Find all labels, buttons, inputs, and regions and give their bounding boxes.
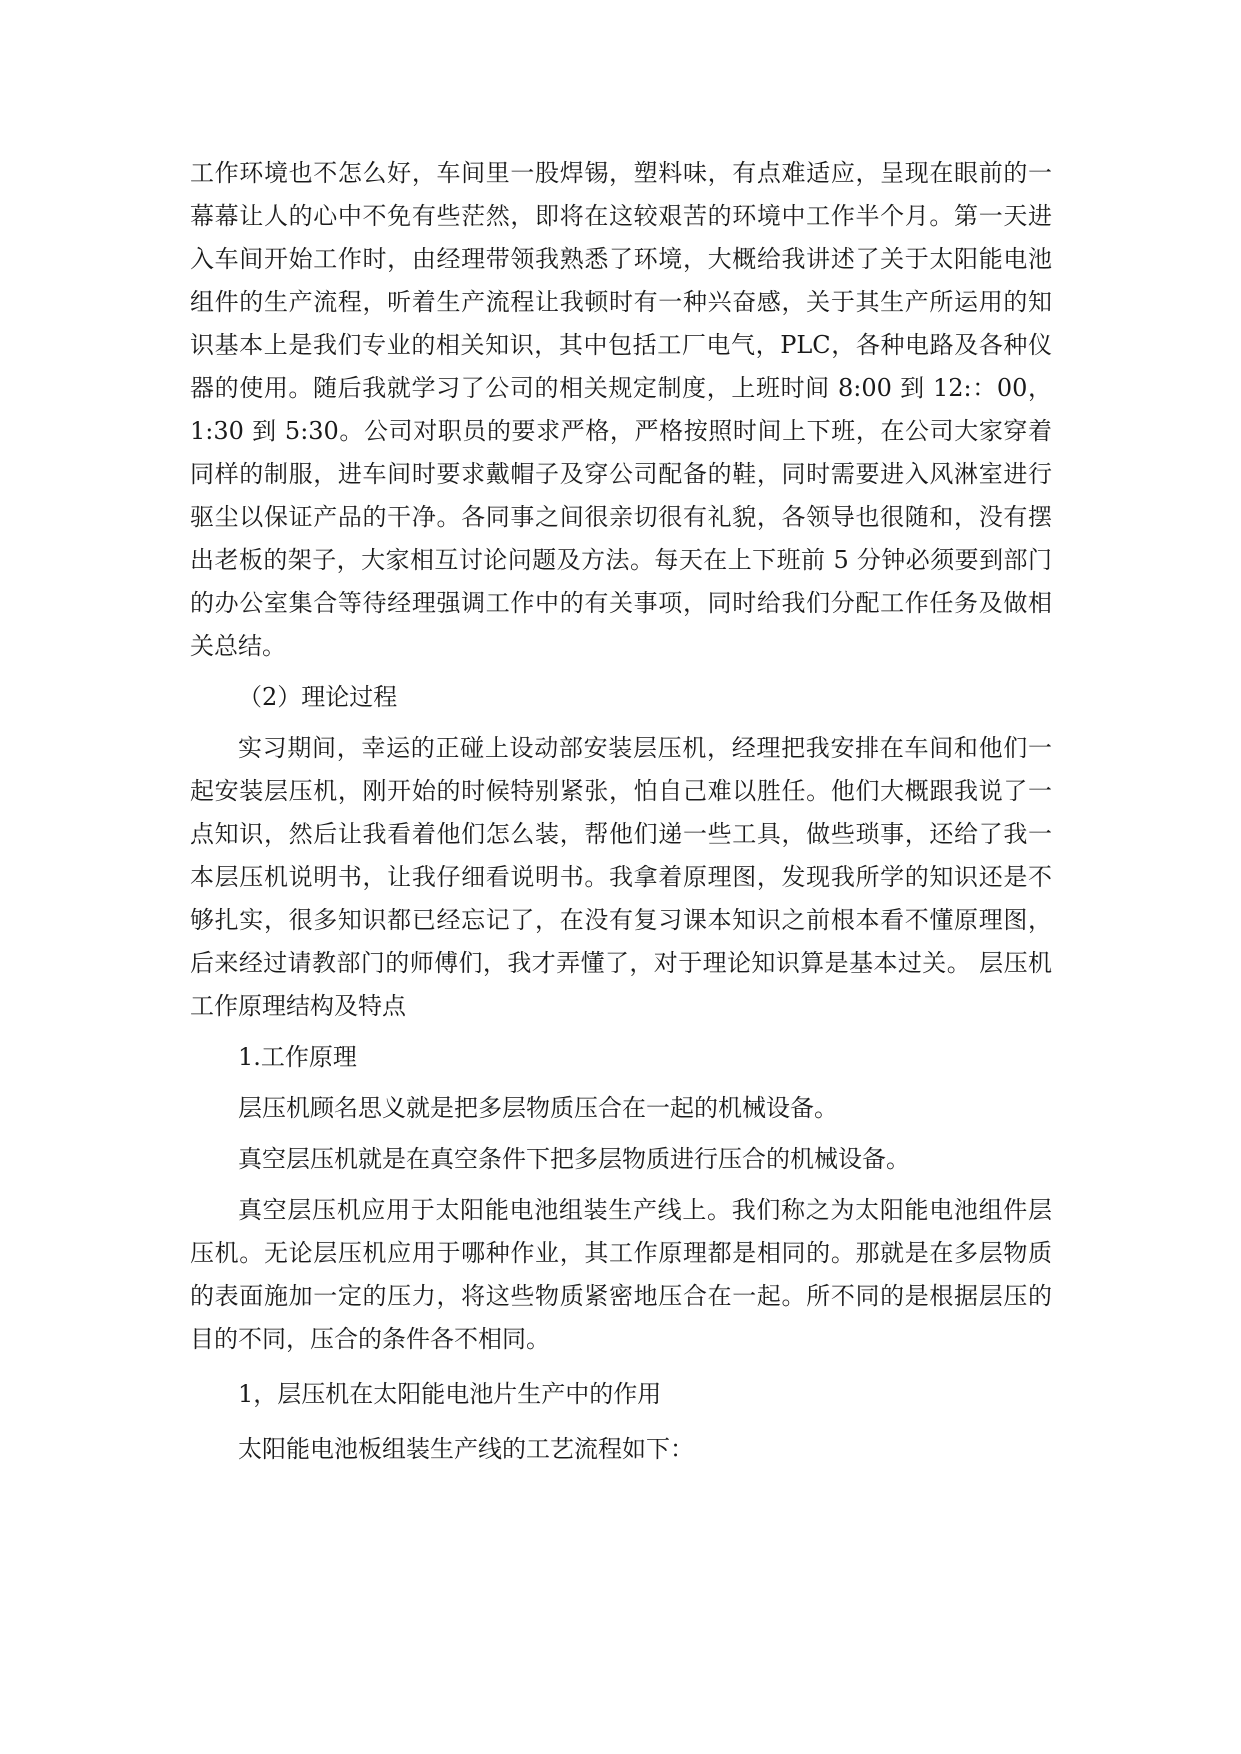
paragraph-vacuum-laminator: 真空层压机就是在真空条件下把多层物质进行压合的机械设备。 bbox=[238, 1145, 910, 1173]
heading-working-principle: 1.工作原理 bbox=[238, 1043, 357, 1071]
paragraph-laminator-definition: 层压机顾名思义就是把多层物质压合在一起的机械设备。 bbox=[238, 1094, 838, 1122]
paragraph-process-flow: 太阳能电池板组装生产线的工艺流程如下： bbox=[238, 1435, 694, 1463]
document-body bbox=[190, 152, 1052, 1471]
paragraph-solar-application: 真空层压机应用于太阳能电池组装生产线上。我们称之为太阳能电池组件层压机。无论层压机应用于哪种作业，其工作原理都是相同的。那就是在多层物质的表面施加一定的压力，将这些物质紧密地压合在一起。所不同的是根据层压的目的不同，压合的条件各不相同。 bbox=[190, 1196, 1052, 1353]
paragraph-internship-period: 实习期间，幸运的正碰上设动部安装层压机，经理把我安排在车间和他们一起安装层压机，刚开始的时候特别紧张，怕自己难以胜任。他们大概跟我说了一点知识，然后让我看着他们怎么装，帮他们递一些工具，做些琐事，还给了我一本层压机说明书，让我仔细看说明书。我拿着原理图，发现我所学的知识还是不够扎实，很多知识都已经忘记了，在没有复习课本知识之前根本看不懂原理图，后来经过请教部门的师傅们，我才弄懂了，对于理论知识算是基本过关。 层压机工作原理结构及特点 bbox=[190, 734, 1052, 1020]
paragraph-work-environment: 工作环境也不怎么好，车间里一股焊锡，塑料味，有点难适应，呈现在眼前的一幕幕让人的心中不免有些茫然，即将在这较艰苦的环境中工作半个月。第一天进入车间开始工作时，由经理带领我熟悉了环境，大概给我讲述了关于太阳能电池组件的生产流程，听着生产流程让我顿时有一种兴奋感，关于其生产所运用的知识基本上是我们专业的相关知识，其中包括工厂电气，PLC，各种电路及各种仪器的使用。随后我就学习了公司的相关规定制度，上班时间 8:00 到 12:：00，1:30 到 5:30。公司对职员的要求严格，严格按照时间上下班，在公司大家穿着同样的制服，进车间时要求戴帽子及穿公司配备的鞋，同时需要进入风淋室进行驱尘以保证产品的干净。各同事之间很亲切很有礼貌，各领导也很随和，没有摆出老板的架子，大家相互讨论问题及方法。每天在上下班前 5 分钟必须要到部门的办公室集合等待经理强调工作中的有关事项，同时给我们分配工作任务及做相关总结。 bbox=[190, 159, 1052, 660]
section-heading-theory-process: （2）理论过程 bbox=[238, 683, 398, 711]
heading-laminator-role: 1，层压机在太阳能电池片生产中的作用 bbox=[238, 1380, 662, 1408]
